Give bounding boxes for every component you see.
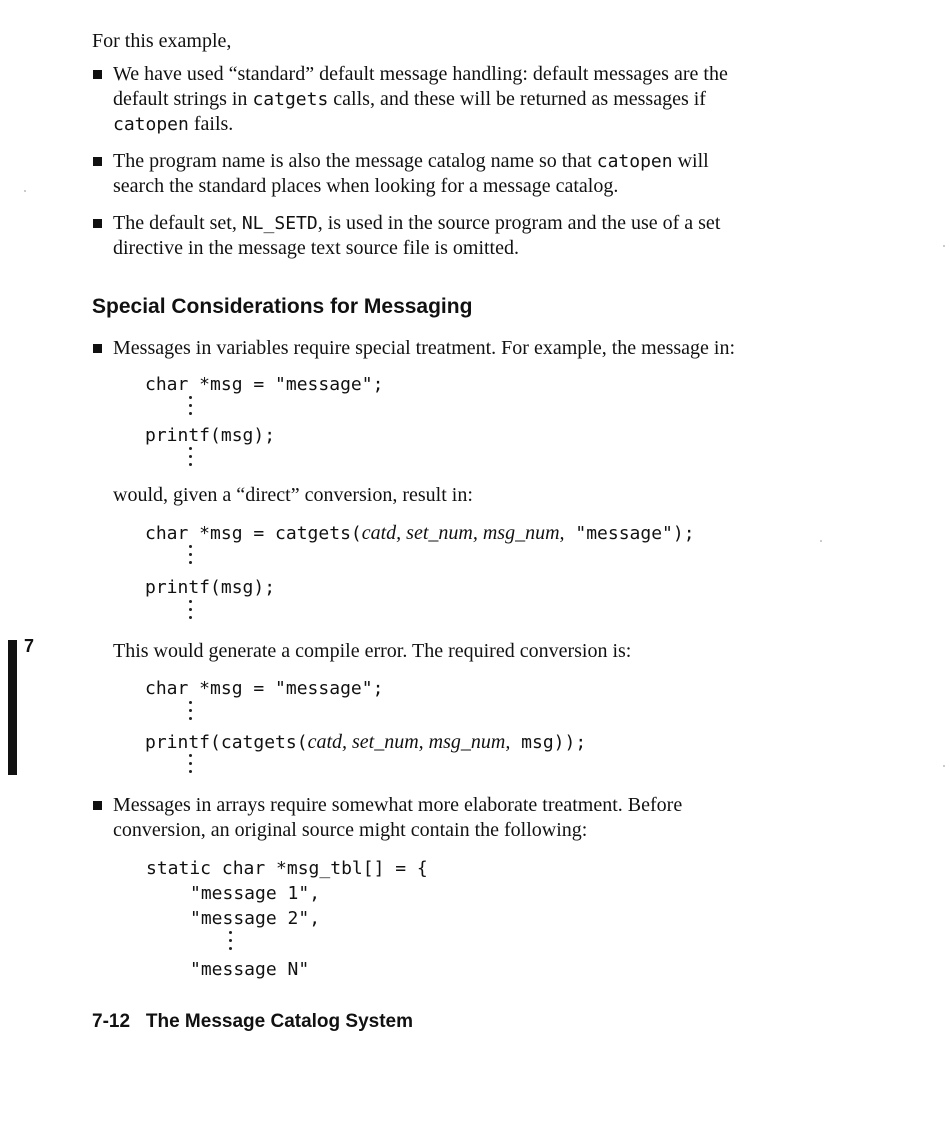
code-term: catgets [252, 89, 329, 110]
bullet-program-name-line1 [113, 150, 709, 173]
text-run: will [672, 150, 709, 172]
code-term: NL_SETD [241, 213, 318, 234]
code-line: printf(msg); [145, 577, 276, 598]
bullet-marker [93, 70, 102, 79]
bullet-marker [93, 801, 102, 810]
ellipsis-vertical-icon [189, 701, 193, 725]
bullet-default-set-line2 [113, 237, 519, 260]
bullet-program-name-line2 [113, 175, 618, 198]
text-run: Messages in arrays require somewhat more elaborate treatment. Before [113, 794, 683, 816]
code-term: char *msg = catgets( [145, 523, 362, 544]
ellipsis-vertical-icon [189, 754, 193, 778]
chapter-thumb-tab [8, 640, 17, 775]
ellipsis-vertical-icon [189, 600, 193, 624]
text-run: conversion, an original source might contain the following: [113, 819, 588, 841]
text-run: The program name is also the message catalog name so that [113, 150, 597, 172]
ellipsis-vertical-icon [189, 545, 193, 569]
text-run: We have used “standard” default message handling: default messages are the [113, 63, 728, 85]
text-run: search the standard places when looking for a message catalog. [113, 175, 619, 197]
intro-text: For this example, [92, 30, 232, 52]
bullet-default-handling-line2 [113, 88, 706, 111]
code-term: "message"); [564, 523, 695, 544]
text-run: fails. [188, 113, 234, 135]
scan-speck [943, 765, 945, 767]
text-run: The default set, [113, 212, 242, 234]
bullet-default-set-line1 [113, 212, 720, 235]
code-line: "message N" [190, 959, 310, 980]
bullet-default-handling-line3 [113, 113, 233, 136]
code-line [145, 731, 586, 754]
code-term: printf(catgets( [145, 732, 308, 753]
bullet-marker [93, 219, 102, 228]
bullet-arrays-line2 [113, 819, 587, 842]
chapter-thumb-number: 7 [24, 636, 35, 656]
ellipsis-vertical-icon [229, 931, 233, 955]
bullet-variables-text: Messages in variables require special treatment. For example, the message in: [113, 337, 736, 359]
bullet-arrays-line1 [113, 794, 682, 817]
page-footer: 7-12 The Message Catalog System [92, 1011, 414, 1032]
code-term: catopen [596, 151, 673, 172]
ellipsis-vertical-icon [189, 396, 193, 420]
code-line: "message 1", [190, 883, 321, 904]
code-line: char *msg = "message"; [145, 374, 384, 395]
code-line: printf(msg); [145, 425, 276, 446]
code-term: msg)); [510, 732, 587, 753]
text-run: , is used in the source program and the use of a set [317, 212, 721, 234]
code-line: char *msg = "message"; [145, 678, 384, 699]
section-heading: Special Considerations for Messaging [92, 295, 473, 318]
code-term: catopen [113, 114, 189, 135]
italic-parameter: catd, set_num, msg_num, [361, 522, 565, 544]
compile-error-text: This would generate a compile error. The required conversion is: [113, 640, 632, 662]
text-run: calls, and these will be returned as messages if [328, 88, 706, 110]
code-line: "message 2", [190, 908, 321, 929]
scan-speck [943, 245, 945, 247]
scan-speck [820, 540, 822, 542]
bullet-marker [93, 344, 102, 353]
scan-speck [24, 190, 26, 192]
italic-parameter: catd, set_num, msg_num, [307, 731, 511, 753]
bullet-marker [93, 157, 102, 166]
code-line: static char *msg_tbl[] = { [146, 858, 428, 879]
text-run: default strings in [113, 88, 253, 110]
ellipsis-vertical-icon [189, 447, 193, 471]
text-run: directive in the message text source file is omitted. [113, 237, 519, 259]
code-line [145, 522, 695, 545]
bullet-default-handling-line1 [113, 63, 728, 86]
direct-conversion-text: would, given a “direct” conversion, result in: [113, 484, 473, 506]
